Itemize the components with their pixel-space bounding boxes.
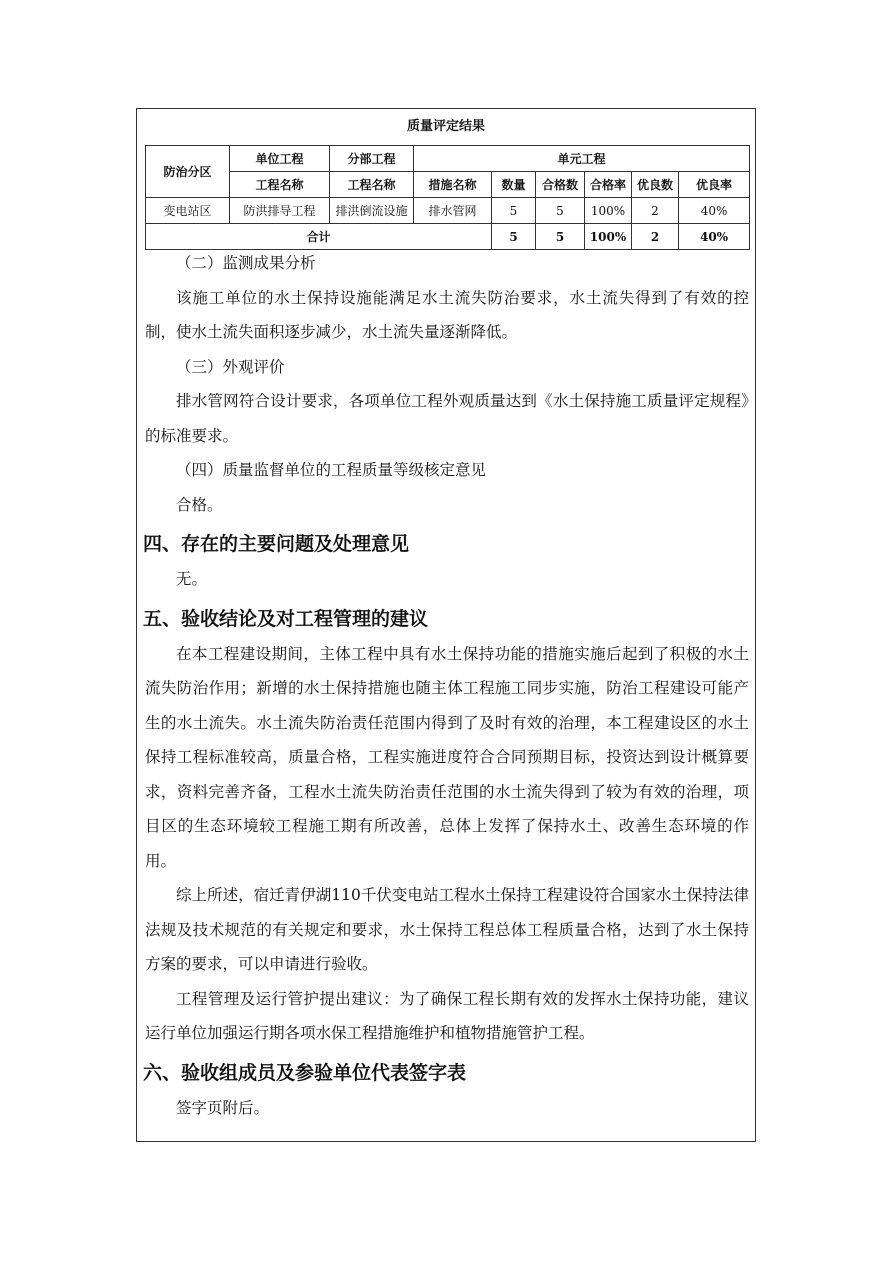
total-excellent-rate: 40% xyxy=(679,224,750,250)
total-excellent: 2 xyxy=(632,224,679,250)
header-cell: 措施名称 xyxy=(414,172,492,198)
subsection-heading-appearance: （三）外观评价 xyxy=(176,357,285,376)
cell-qualified: 5 xyxy=(536,198,585,224)
subsection-heading-monitoring: （二）监测成果分析 xyxy=(176,254,316,272)
header-cell: 工程名称 xyxy=(330,172,414,198)
cell-measure: 排水管网 xyxy=(414,198,492,224)
paragraph-conclusion-3: 工程管理及运行管护提出建议：为了确保工程长期有效的发挥水土保持功能，建议运行单位加强运行期各项水保工程措施维护和植物措施管护工程。 xyxy=(145,989,749,1042)
document-frame xyxy=(136,108,756,1142)
header-sub: 分部工程 xyxy=(330,146,414,172)
subsection-heading-supervision: （四）质量监督单位的工程质量等级核定意见 xyxy=(176,461,487,479)
section-heading-signatures: 六、验收组成员及参验单位代表签字表 xyxy=(143,1061,467,1084)
cell-count: 5 xyxy=(492,198,536,224)
paragraph-conclusion-2: 综上所述，宿迁青伊湖110千伏变电站工程水土保持工程建设符合国家水土保持法律法规及技术规范的有关规定和要求，水土保持工程总体工程质量合格，达到了水土保持方案的要求，可以申请进行验收。 xyxy=(145,886,749,973)
section-heading-conclusion: 五、验收结论及对工程管理的建议 xyxy=(143,607,429,630)
total-label: 合计 xyxy=(146,224,492,250)
header-cell: 优良数 xyxy=(632,172,679,198)
paragraph-problems: 无。 xyxy=(176,570,208,588)
header-cell: 工程名称 xyxy=(230,172,330,198)
header-cell: 数量 xyxy=(492,172,536,198)
total-count: 5 xyxy=(492,224,536,250)
paragraph-monitoring: 该施工单位的水土保持设施能满足水土流失防治要求，水土流失得到了有效的控制，使水土流失面积逐步减少，水土流失量逐渐降低。 xyxy=(145,288,749,341)
cell-qualified-rate: 100% xyxy=(585,198,632,224)
cell-excellent-rate: 40% xyxy=(679,198,750,224)
body-text xyxy=(145,246,749,1125)
header-unit: 单位工程 xyxy=(230,146,330,172)
table-title: 质量评定结果 xyxy=(406,119,485,134)
cell-district: 变电站区 xyxy=(146,198,230,224)
header-cell: 合格数 xyxy=(536,172,585,198)
paragraph-appearance: 排水管网符合设计要求，各项单位工程外观质量达到《水土保持施工质量评定规程》的标准要求。 xyxy=(145,392,749,445)
paragraph-conclusion-1: 在本工程建设期间，主体工程中具有水土保持功能的措施实施后起到了积极的水土流失防治作用；新增的水土保持措施也随主体工程施工同步实施，防治工程建设可能产生的水土流失。水土流失防治责任范围内得到了及时有效的治理，本工程建设区的水土保持工程标准较高，质量合格，工程实施进度符合合同预期目标，投资达到设计概算要求，资料完善齐备，工程水土流失防治责任范围的水土流失得到了较为有效的治理，项目区的生态环境较工程施工期有所改善，总体上发挥了保持水土、改善生态环境的作用。 xyxy=(145,644,749,870)
header-cell: 优良率 xyxy=(679,172,750,198)
cell-unit-name: 防洪排导工程 xyxy=(230,198,330,224)
section-heading-problems: 四、存在的主要问题及处理意见 xyxy=(143,533,410,555)
total-qualified: 5 xyxy=(536,224,585,250)
header-cell: 合格率 xyxy=(585,172,632,198)
total-qualified-rate: 100% xyxy=(585,224,632,250)
cell-sub-name: 排洪倒流设施 xyxy=(330,198,414,224)
table-row xyxy=(146,198,750,224)
quality-table xyxy=(145,145,750,250)
header-element: 单元工程 xyxy=(414,146,750,172)
paragraph-supervision: 合格。 xyxy=(176,495,223,514)
paragraph-signatures: 签字页附后。 xyxy=(176,1098,270,1117)
header-district: 防治分区 xyxy=(146,146,230,198)
cell-excellent: 2 xyxy=(632,198,679,224)
